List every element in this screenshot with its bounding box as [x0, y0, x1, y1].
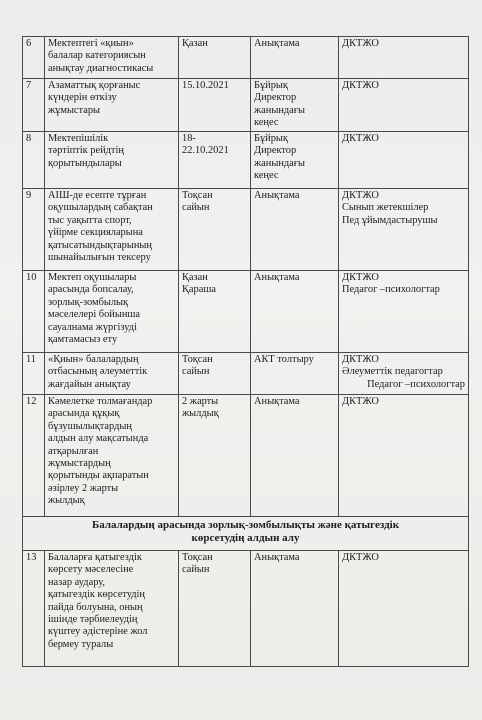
- table-row: [23, 271, 469, 353]
- row-number: 12: [23, 395, 45, 517]
- section-title: Балалардың арасында зорлық-зомбылықты және қатыгездік көрсетудің алдын алу: [23, 517, 469, 551]
- section-header-row: [23, 517, 469, 551]
- plan-table: [22, 36, 469, 667]
- row-number: 10: [23, 271, 45, 353]
- table-row: [23, 37, 469, 79]
- event-cell: Азаматтық қорғаныс күндерін өткізу жұмыстары: [45, 79, 179, 132]
- form-cell: Анықтама: [251, 395, 339, 517]
- event-cell: Мектеп оқушылары арасында бопсалау, зорлық-зомбылық мәселелері бойынша сауалнама жүргізуді қамтамасыз ету: [45, 271, 179, 353]
- table-row: [23, 79, 469, 132]
- table-row: [23, 353, 469, 395]
- event-cell: «Қиын» балалардың отбасының әлеуметтік жағдайын анықтау: [45, 353, 179, 395]
- responsible-cell: ДКТЖО Әлеуметтік педагогтар Педагог –психологтар: [339, 353, 469, 395]
- date-cell: Қазан Қараша: [179, 271, 251, 353]
- row-number: 8: [23, 132, 45, 189]
- form-cell: Анықтама: [251, 271, 339, 353]
- date-cell: 2 жарты жылдық: [179, 395, 251, 517]
- row-number: 9: [23, 189, 45, 271]
- event-cell: Мектептегі «қиын» балалар категориясын анықтау диагностикасы: [45, 37, 179, 79]
- row-number: 7: [23, 79, 45, 132]
- responsible-cell: ДКТЖО: [339, 132, 469, 189]
- date-cell: 18- 22.10.2021: [179, 132, 251, 189]
- form-cell: АКТ толтыру: [251, 353, 339, 395]
- event-cell: Кәмелетке толмағандар арасында құқық бұзушылықтардың алдын алу мақсатында атқарылған жұмыстардың қорытынды ақпаратын әзірлеу 2 жарты жылдық: [45, 395, 179, 517]
- event-cell: Мектепішілік тәртіптік рейдтің қорытындылары: [45, 132, 179, 189]
- responsible-cell: ДКТЖО Сынып жетекшілер Пед ұйымдастырушы: [339, 189, 469, 271]
- responsible-cell: ДКТЖО: [339, 551, 469, 667]
- row-number: 11: [23, 353, 45, 395]
- responsible-cell: ДКТЖО Педагог –психологтар: [339, 271, 469, 353]
- date-cell: Тоқсан сайын: [179, 189, 251, 271]
- event-cell: АІШ-де есепте тұрған оқушылардың сабақтан тыс уақытта спорт, үйірме секцияларына қатысатындықтарының шынайылығын тексеру: [45, 189, 179, 271]
- table-row: [23, 395, 469, 517]
- table-row: [23, 132, 469, 189]
- date-cell: Қазан: [179, 37, 251, 79]
- row-number: 13: [23, 551, 45, 667]
- responsible-cell: ДКТЖО: [339, 395, 469, 517]
- row-number: 6: [23, 37, 45, 79]
- responsible-cell: ДКТЖО: [339, 79, 469, 132]
- form-cell: Анықтама: [251, 189, 339, 271]
- table-row: [23, 551, 469, 667]
- form-cell: Бұйрық Директор жанындағы кеңес: [251, 132, 339, 189]
- form-cell: Анықтама: [251, 551, 339, 667]
- date-cell: 15.10.2021: [179, 79, 251, 132]
- event-cell: Балаларға қатыгездік көрсету мәселесіне назар аудару, қатыгездік көрсетудің пайда болуына, оның ішінде тәрбиелеудің күштеу әдістеріне жол бермеу туралы: [45, 551, 179, 667]
- form-cell: Анықтама: [251, 37, 339, 79]
- form-cell: Бұйрық Директор жанындағы кеңес: [251, 79, 339, 132]
- date-cell: Тоқсан сайын: [179, 353, 251, 395]
- date-cell: Тоқсан сайын: [179, 551, 251, 667]
- responsible-cell: ДКТЖО: [339, 37, 469, 79]
- table-row: [23, 189, 469, 271]
